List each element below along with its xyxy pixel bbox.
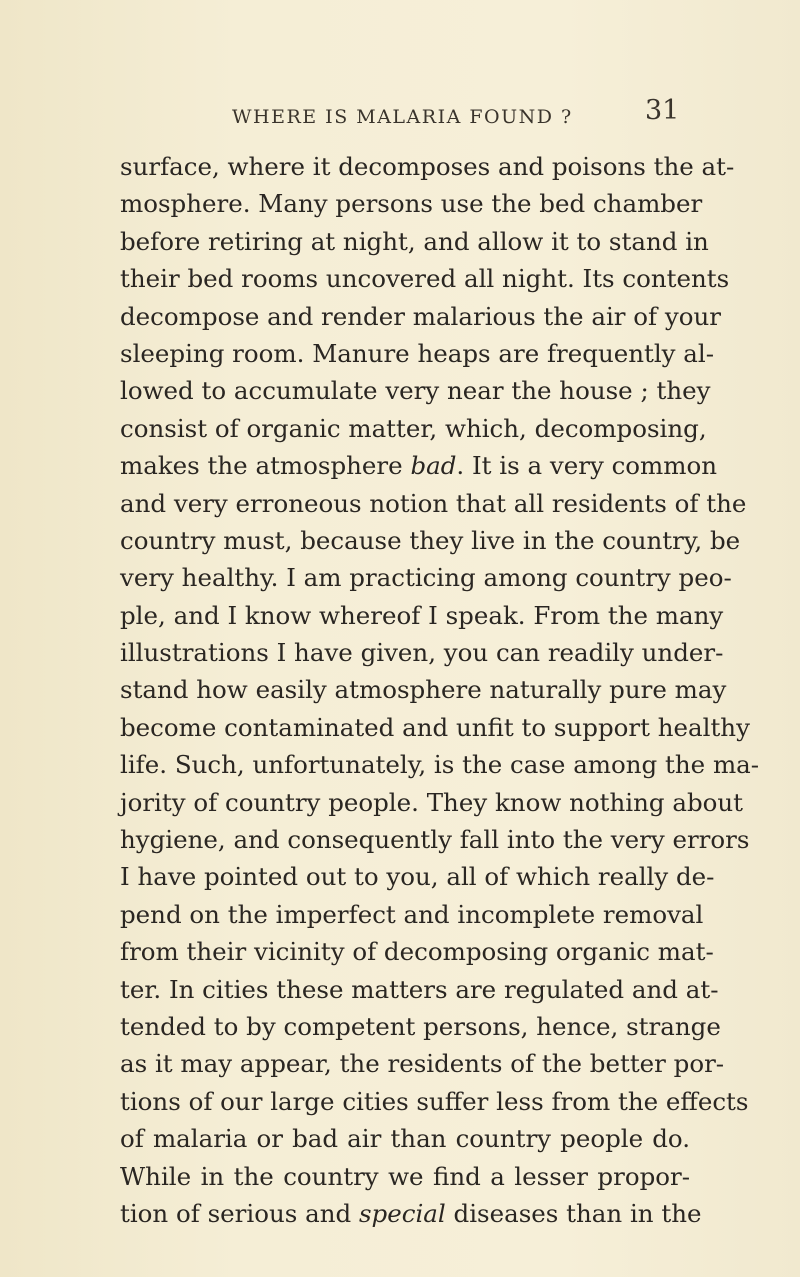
text-line: illustrations I have given, you can readily under-	[120, 638, 724, 668]
text-line: become contaminated and unfit to support healthy	[120, 712, 750, 742]
text-line: sleeping room. Manure heaps are frequently al-	[120, 338, 715, 368]
text-line: decompose and render malarious the air of your	[120, 301, 721, 331]
text-line: ple, and I know whereof I speak. From the many	[120, 600, 724, 630]
text-line: very healthy. I am practicing among country peo-	[120, 563, 732, 593]
text-line: tion of serious and special diseases than in the	[120, 1198, 702, 1228]
text-line: jority of country people. They know nothing about	[120, 787, 744, 817]
text-line: tions of our large cities suffer less from the effects	[120, 1086, 749, 1116]
text-line: While in the country we find a lesser propor-	[120, 1161, 690, 1191]
emphasized-word: special	[358, 1198, 446, 1228]
text-line: mosphere. Many persons use the bed chamber	[120, 189, 703, 219]
text-line: makes the atmosphere bad. It is a very common	[120, 451, 718, 481]
text-line: stand how easily atmosphere naturally pure may	[120, 675, 727, 705]
text-line: and very erroneous notion that all residents of the	[120, 488, 747, 518]
text-line: as it may appear, the residents of the better por-	[120, 1049, 725, 1079]
text-line: pend on the imperfect and incomplete removal	[120, 899, 704, 929]
running-title: WHERE IS MALARIA FOUND ?	[232, 106, 573, 128]
body-text	[120, 148, 760, 1232]
text-line: tended to by competent persons, hence, strange	[120, 1011, 721, 1041]
text-line: surface, where it decomposes and poisons the at-	[120, 152, 735, 181]
text-line: hygiene, and consequently fall into the very errors	[120, 825, 750, 855]
running-head	[0, 95, 800, 138]
text-line: before retiring at night, and allow it to stand in	[120, 226, 709, 256]
page-number: 31	[645, 95, 680, 126]
text-line: their bed rooms uncovered all night. Its contents	[120, 264, 730, 294]
emphasized-word: bad	[410, 451, 457, 481]
text-line: of malaria or bad air than country people do.	[120, 1124, 690, 1154]
text-line: from their vicinity of decomposing organic mat-	[120, 937, 714, 967]
text-line: ter. In cities these matters are regulated and at-	[120, 974, 719, 1004]
text-line: country must, because they live in the country, be	[120, 525, 741, 555]
text-line: I have pointed out to you, all of which really de-	[120, 862, 715, 892]
text-line: life. Such, unfortunately, is the case among the ma-	[120, 750, 760, 780]
text-line: consist of organic matter, which, decomposing,	[120, 413, 707, 443]
text-line: lowed to accumulate very near the house ; they	[120, 376, 711, 406]
